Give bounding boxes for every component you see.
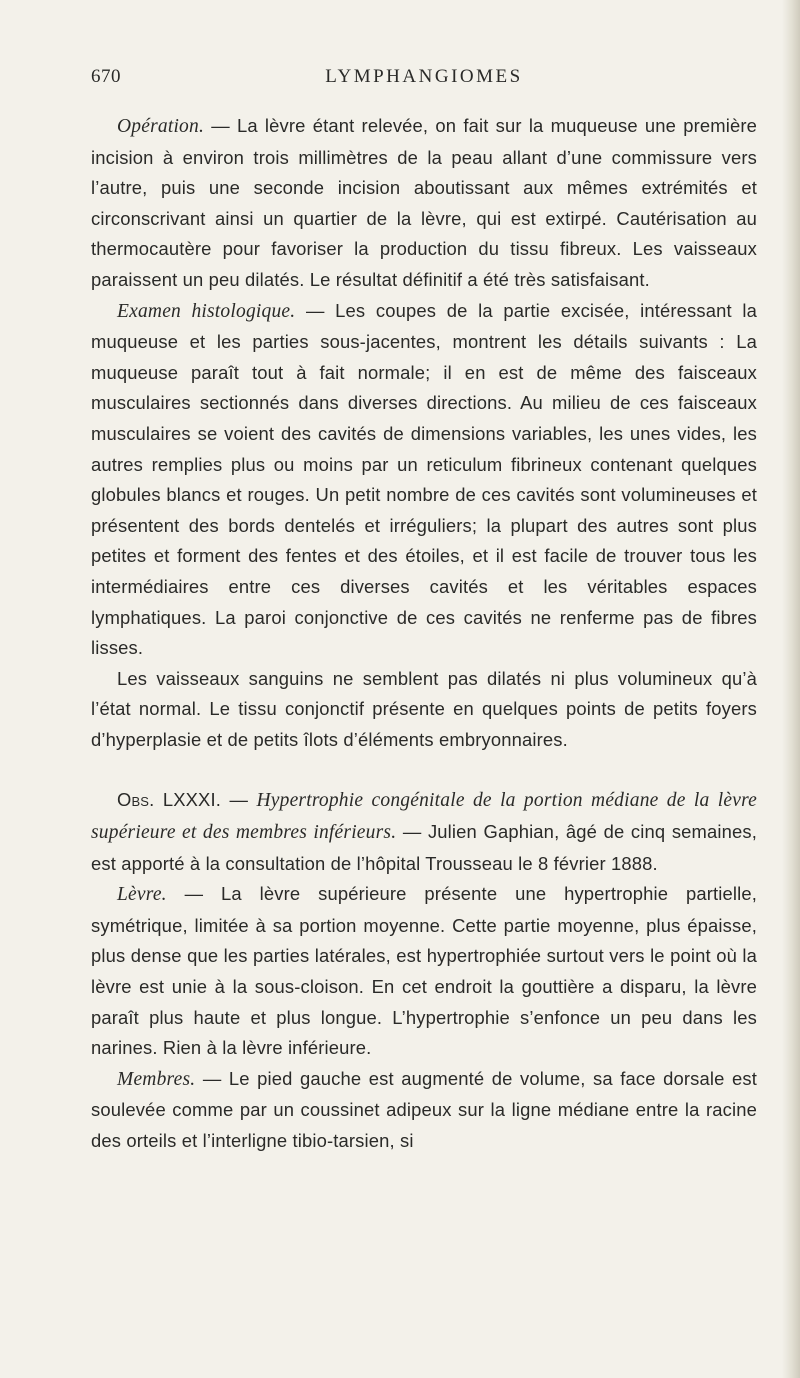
paragraph-lead: Lèvre. <box>117 884 167 906</box>
observation-title: Hypertrophie congénitale de la portion médiane de la lèvre supérieure et des membres inférieurs. <box>91 790 757 844</box>
paragraph-text: — La lèvre étant relevée, on fait sur la muqueuse une première incision à environ trois millimètres de la peau allant d’une commissure vers l’autre, puis une seconde incision aboutissant aux mêmes extrémités et circonscrivant ainsi un quartier de la lèvre, qui est extirpé. Cautérisation au thermocautère pour favoriser la production du tissu fibreux. Les vaisseaux paraissent un peu dilatés. Le résultat définitif a été très satisfaisant. <box>91 115 757 290</box>
paragraph-levre <box>91 879 757 1064</box>
page-edge-shadow <box>782 0 800 1378</box>
paragraph-membres <box>91 1064 757 1157</box>
paragraph-lead: Membres. <box>117 1068 196 1090</box>
paragraph-examen-histologique <box>91 296 757 664</box>
paragraph-text: — Julien Gaphian, âgé de cinq semaines, est apporté à la consultation de l’hôpital Trousseau le 8 février 1888. <box>91 821 758 874</box>
paragraph-lead: Examen histologique. <box>117 300 296 322</box>
running-title: LYMPHANGIOMES <box>325 66 523 87</box>
page-body <box>91 111 757 1157</box>
paragraph-text: — Le pied gauche est augmenté de volume, sa face dorsale est soulevée comme par un coussinet adipeux sur la ligne médiane entre la racine des orteils et l’interligne tibio-tarsien, si <box>91 1067 757 1151</box>
observation-dash: — <box>220 789 257 811</box>
paragraph-operation <box>91 111 757 296</box>
page-header <box>91 66 757 96</box>
paragraph-text: — Les coupes de la partie excisée, intéressant la muqueuse et les parties sous-jacentes, montrent les détails suivants : La muqueuse paraît tout à fait normale; il en est de même des faisceaux musculaires sectionnés dans diverses directions. Au milieu de ces faisceaux musculaires se voient des cavités de dimensions variables, les unes vides, les autres remplies plus ou moins par un reticulum fibrineux contenant quelques globules blancs et rouges. Un petit nombre de ces cavités sont volumineuses et présentent des bords dentelés et irréguliers; la plupart des autres sont plus petites et forment des fentes et des étoiles, et il est facile de trouver tous les intermédiaires entre ces diverses cavités et les véritables espaces lymphatiques. La paroi conjonctive de ces cavités ne renferme pas de fibres lisses. <box>91 299 758 659</box>
paragraph-text: — La lèvre supérieure présente une hypertrophie partielle, symétrique, limitée à sa portion moyenne. Cette partie moyenne, plus épaisse, plus dense que les parties latérales, est hypertrophiée surtout vers le point où la lèvre est unie à la sous-cloison. En cet endroit la gouttière a disparu, la lèvre paraît plus haute et plus longue. L’hypertrophie s’enfonce un peu dans les narines. Rien à la lèvre inférieure. <box>91 883 757 1059</box>
paragraph-observation-lxxxi <box>91 785 757 879</box>
paragraph-lead: Opération. <box>117 116 205 137</box>
paragraph-vaisseaux <box>91 664 757 756</box>
page-number: 670 <box>91 66 121 87</box>
paragraph-text: Les vaisseaux sanguins ne semblent pas dilatés ni plus volumineux qu’à l’état normal. Le tissu conjonctif présente en quelques points de petits foyers d’hyperplasie et de petits îlots d’éléments embryonnaires. <box>91 667 757 750</box>
observation-label: Obs. LXXXI. <box>117 789 221 811</box>
